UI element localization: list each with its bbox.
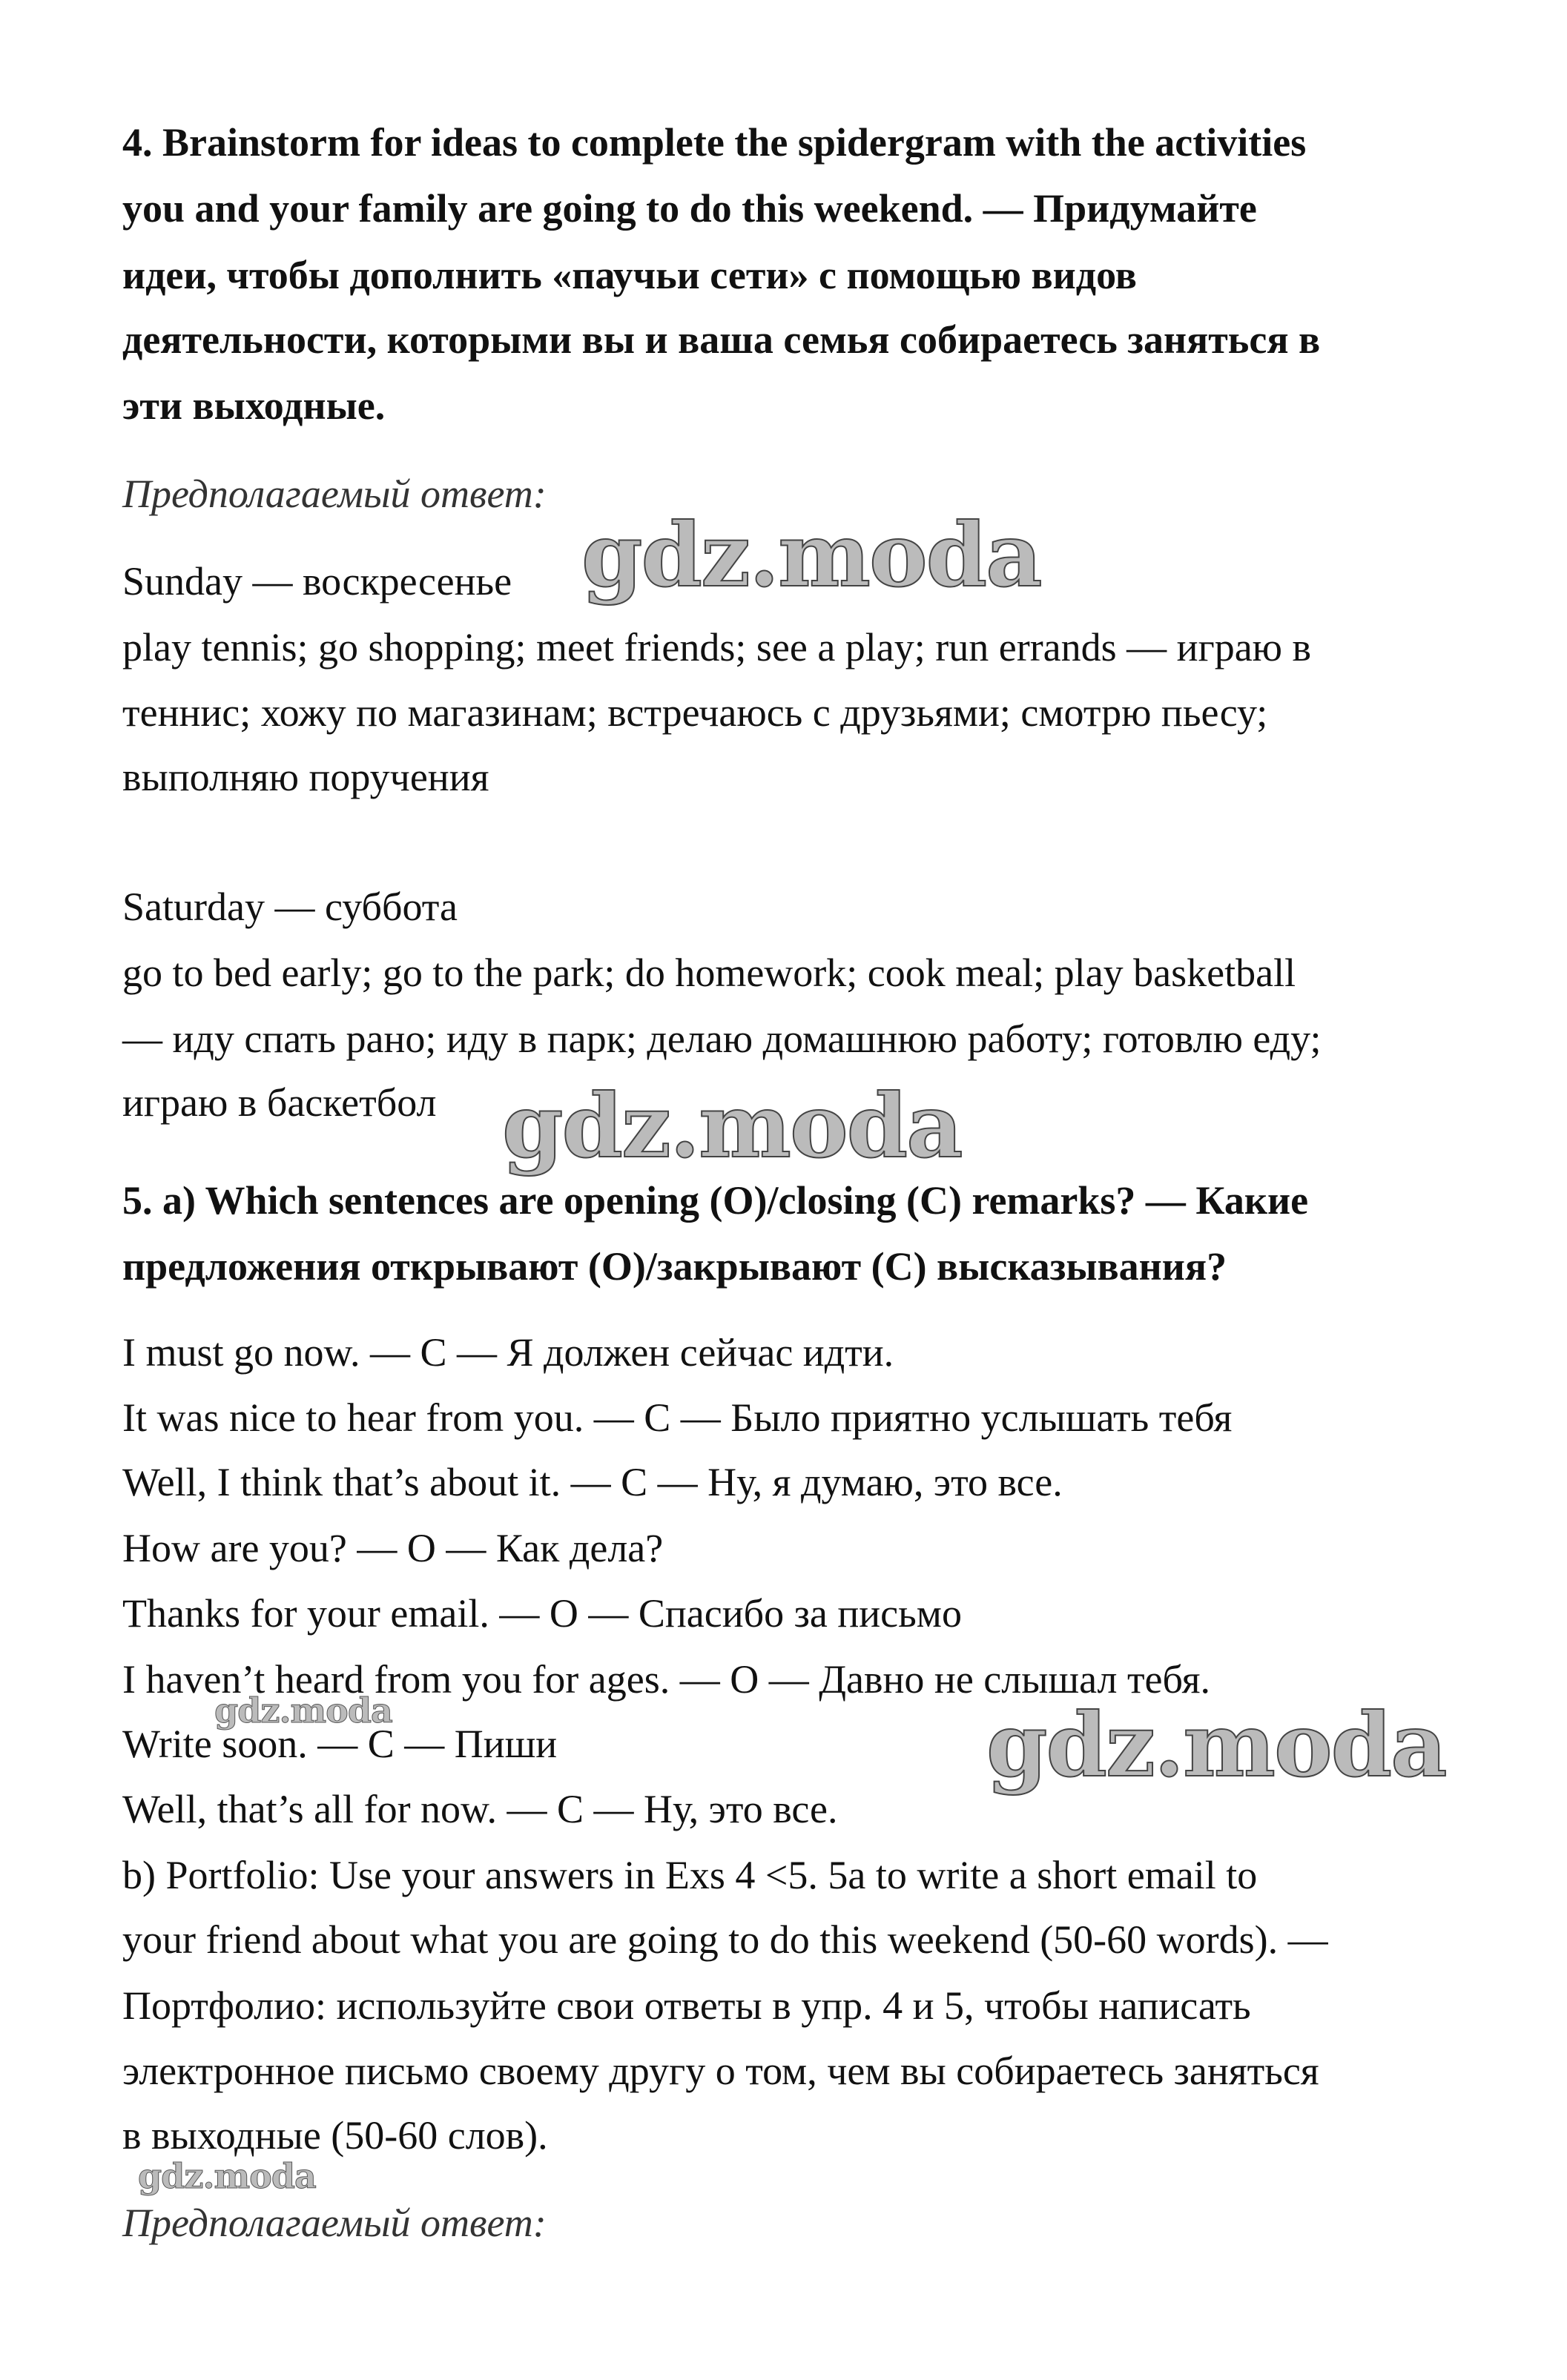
ex4-heading-line: деятельности, которыми вы и ваша семья собираетесь заняться в: [122, 317, 1321, 362]
watermark: gdz.moda: [986, 1693, 1446, 1796]
watermark: gdz.moda: [138, 2156, 316, 2196]
watermark: gdz.moda: [502, 1074, 962, 1177]
saturday-line: go to bed early; go to the park; do homework; cook meal; play basketball: [122, 951, 1296, 995]
sentence: How are you? — O — Как дела?: [122, 1526, 664, 1570]
saturday-line: — иду спать рано; иду в парк; делаю домашнюю работу; готовлю еду;: [122, 1017, 1322, 1061]
sentence: Thanks for your email. — O — Спасибо за письмо: [122, 1591, 962, 1636]
ex5-heading-line: предложения открывают (O)/закрывают (C) высказывания?: [122, 1244, 1227, 1289]
sentence: Well, that’s all for now. — C — Ну, это все.: [122, 1787, 838, 1831]
ex5b-line: Портфолио: используйте свои ответы в упр. 4 и 5, чтобы написать: [122, 1983, 1251, 2028]
ex5-heading-line: 5. a) Which sentences are opening (O)/closing (C) remarks? — Какие: [122, 1178, 1309, 1223]
sentence: I must go now. — C — Я должен сейчас идти.: [122, 1330, 894, 1375]
watermark: gdz.moda: [581, 503, 1041, 606]
ex4-heading-line: you and your family are going to do this weekend. — Придумайте: [122, 186, 1257, 231]
answer-label: Предполагаемый ответ:: [122, 2201, 547, 2245]
ex5b-line: b) Portfolio: Use your answers in Exs 4 <5. 5a to write a short email to: [122, 1853, 1258, 1897]
sunday-line: теннис; хожу по магазинам; встречаюсь с друзьями; смотрю пьесу;: [122, 690, 1268, 735]
ex5b-line: your friend about what you are going to do this weekend (50-60 words). —: [122, 1917, 1328, 1962]
sentence: Write soon. — C — Пиши: [122, 1722, 558, 1766]
sunday-line: выполняю поручения: [122, 755, 489, 799]
saturday-line: играю в баскетбол: [122, 1080, 437, 1125]
ex5b-line: электронное письмо своему другу о том, чем вы собираетесь заняться: [122, 2049, 1319, 2093]
ex5b-line: в выходные (50-60 слов).: [122, 2113, 548, 2158]
ex4-heading-line: эти выходные.: [122, 383, 386, 428]
ex4-heading-line: 4. Brainstorm for ideas to complete the spidergram with the activities: [122, 120, 1307, 165]
sentence: It was nice to hear from you. — C — Было приятно услышать тебя: [122, 1395, 1233, 1440]
ex4-heading-line: идеи, чтобы дополнить «паучьи сети» с помощью видов: [122, 253, 1137, 297]
sentence: I haven’t heard from you for ages. — O — Давно не слышал тебя.: [122, 1657, 1210, 1702]
answer-label: Предполагаемый ответ:: [122, 472, 547, 516]
sunday-title: Sunday — воскресенье: [122, 559, 512, 604]
watermark: gdz.moda: [214, 1690, 392, 1731]
sentence: Well, I think that’s about it. — C — Ну, я думаю, это все.: [122, 1460, 1063, 1504]
saturday-title: Saturday — суббота: [122, 885, 458, 929]
sunday-line: play tennis; go shopping; meet friends; see a play; run errands — играю в: [122, 625, 1312, 670]
